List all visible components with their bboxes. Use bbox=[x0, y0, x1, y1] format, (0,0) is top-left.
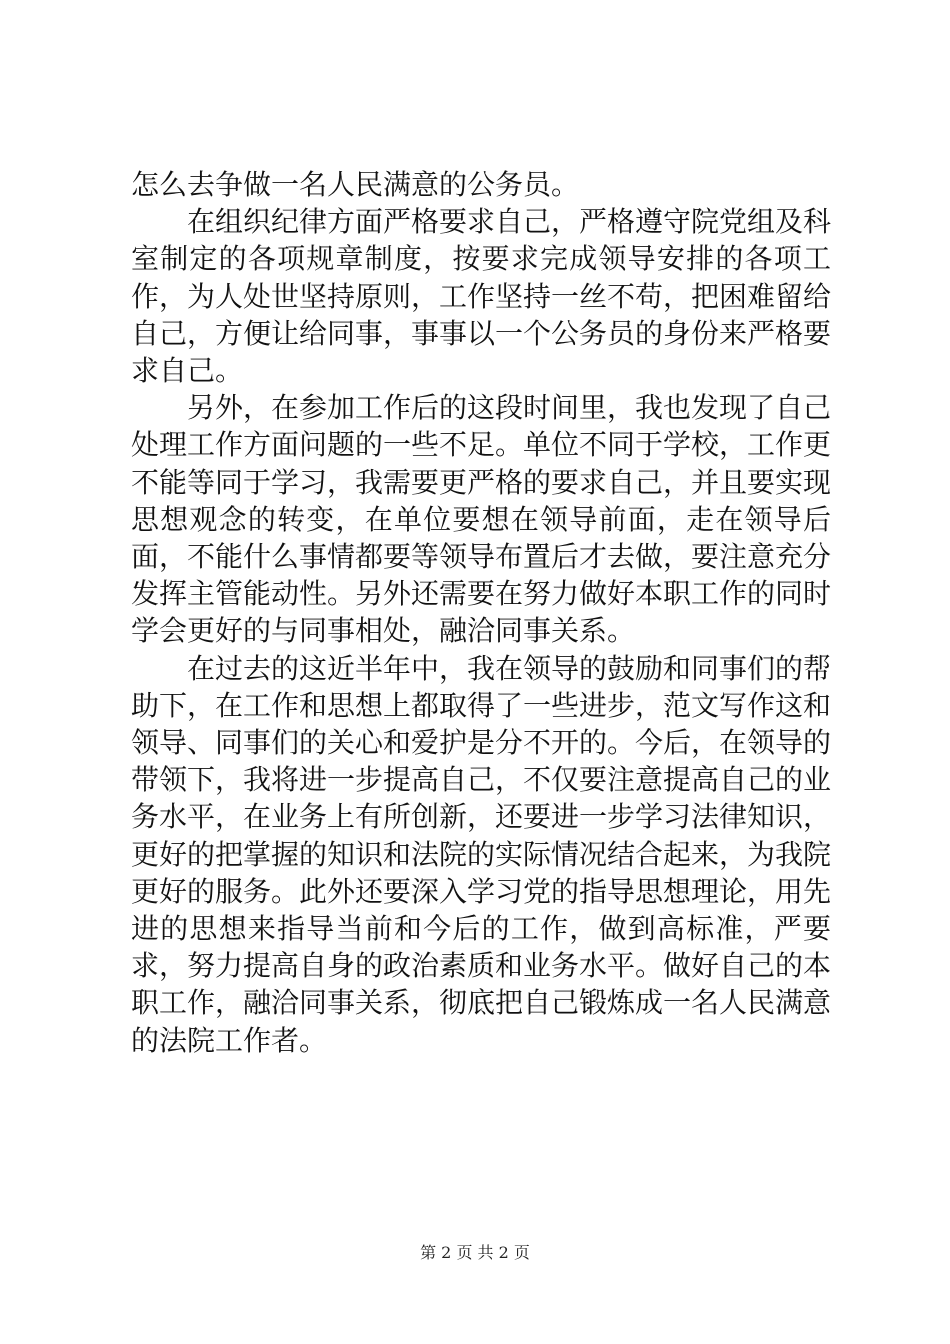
paragraph-1: 怎么去争做一名人民满意的公务员。 bbox=[131, 168, 580, 201]
page-number-footer: 第 2 页 共 2 页 bbox=[420, 1243, 530, 1262]
document-body bbox=[131, 166, 831, 1059]
paragraph-4: 在过去的这近半年中，我在领导的鼓励和同事们的帮助下，在工作和思想上都取得了一些进步，范文写作这和领导、同事们的关心和爱护是分不开的。今后，在领导的带领下，我将进一步提高自己，不仅要注意提高自己的业务水平，在业务上有所创新，还要进一步学习法律知识，更好的把掌握的知识和法院的实际情况结合起来，为我院更好的服务。此外还要深入学习党的指导思想理论，用先进的思想来指导当前和今后的工作，做到高标准，严要求，努力提高自身的政治素质和业务水平。做好自己的本职工作，融洽同事关系，彻底把自己锻炼成一名人民满意的法院工作者。 bbox=[131, 651, 832, 1057]
paragraph-2: 在组织纪律方面严格要求自己，严格遵守院党组及科室制定的各项规章制度，按要求完成领导安排的各项工作，为人处世坚持原则，工作坚持一丝不苟，把困难留给自己，方便让给同事，事事以一个公务员的身份来严格要求自己。 bbox=[131, 205, 832, 388]
paragraph-3: 另外，在参加工作后的这段时间里，我也发现了自己处理工作方面问题的一些不足。单位不同于学校，工作更不能等同于学习，我需要更严格的要求自己，并且要实现思想观念的转变，在单位要想在领导前面，走在领导后面，不能什么事情都要等领导布置后才去做，要注意充分发挥主管能动性。另外还需要在努力做好本职工作的同时学会更好的与同事相处，融洽同事关系。 bbox=[131, 391, 832, 648]
